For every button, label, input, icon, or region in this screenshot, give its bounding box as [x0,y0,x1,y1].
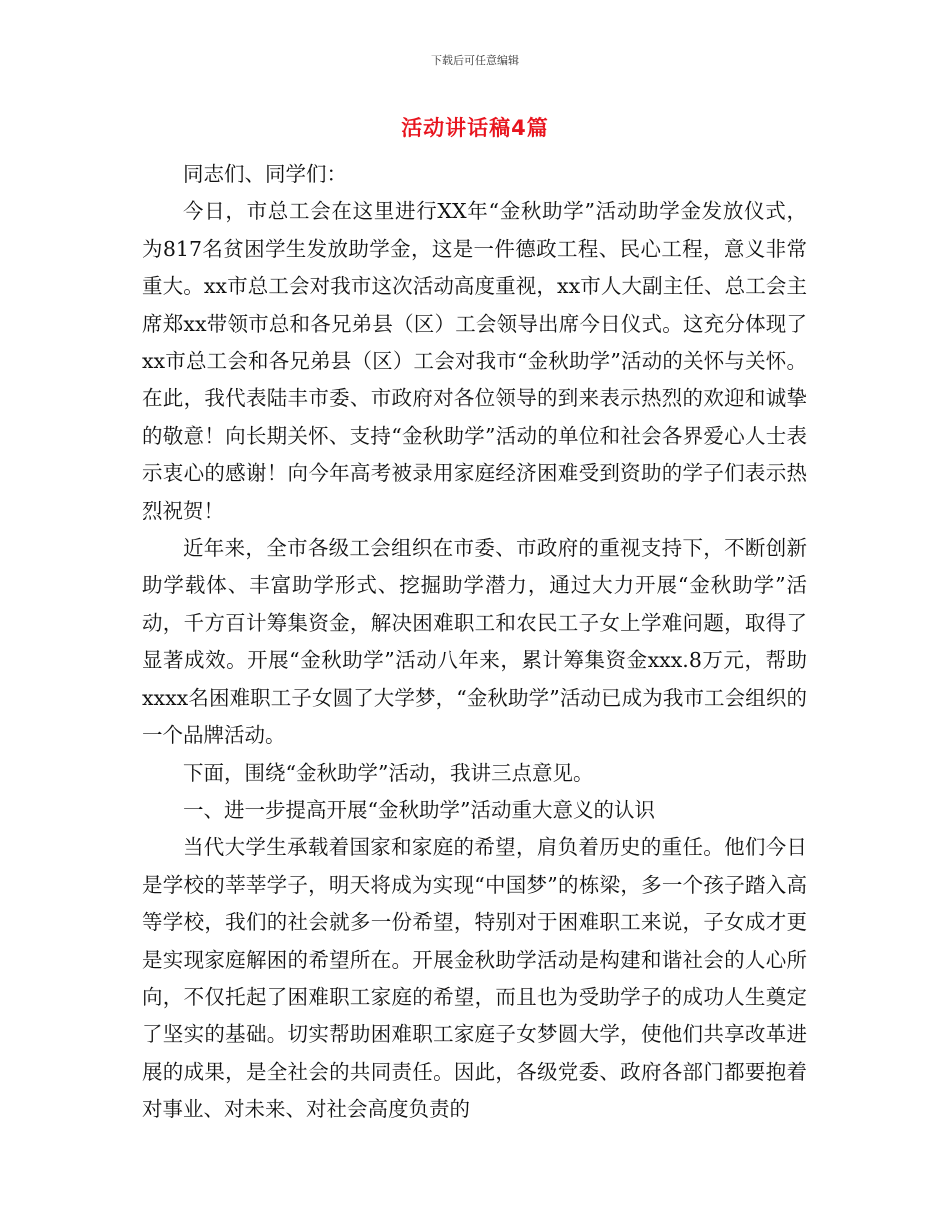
paragraph-3: 下面，围绕“金秋助学”活动，我讲三点意见。 [183,760,594,785]
document-body [142,156,807,1129]
header-note: 下载后可任意编辑 [431,54,519,67]
document-title: 活动讲话稿4篇 [401,116,549,140]
greeting: 同志们、同学们： [183,162,347,186]
paragraph-1: 今日，市总工会在这里进行XX年“金秋助学”活动助学金发放仪式，为817名贫困学生发放助学金，这是一件德政工程、民心工程，意义非常重大。xx市总工会对我市这次活动高度重视，xx市人大副主任、总工会主席郑xx带领市总和各兄弟县（区）工会领导出席今日仪式。这充分体现了xx市总工会和各兄弟县（区）工会对我市“金秋助学”活动的关怀与关怀。在此，我代表陆丰市委、市政府对各位领导的到来表示热烈的欢迎和诚挚的敬意！向长期关怀、支持“金秋助学”活动的单位和社会各界爱心人士表示衷心的感谢！向今年高考被录用家庭经济困难受到资助的学子们表示热烈祝贺！ [142,199,807,523]
paragraph-2: 近年来，全市各级工会组织在市委、市政府的重视支持下，不断创新助学载体、丰富助学形式、挖掘助学潜力，通过大力开展“金秋助学”活动，千方百计筹集资金，解决困难职工和农民工子女上学难问题，取得了显著成效。开展“金秋助学”活动八年来，累计筹集资金xxx.8万元，帮助xxxx名困难职工子女圆了大学梦，“金秋助学”活动已成为我市工会组织的一个品牌活动。 [142,536,807,748]
section-heading-1: 一、进一步提高开展“金秋助学”活动重大意义的认识 [183,797,655,822]
paragraph-4: 当代大学生承载着国家和家庭的希望，肩负着历史的重任。他们今日是学校的莘莘学子，明天将成为实现“中国梦”的栋梁，多一个孩子踏入高等学校，我们的社会就多一份希望，特别对于困难职工来说，子女成才更是实现家庭解困的希望所在。开展金秋助学活动是构建和谐社会的人心所向，不仅托起了困难职工家庭的希望，而且也为受助学子的成功人生奠定了坚实的基础。切实帮助困难职工家庭子女梦圆大学，使他们共享改革进展的成果，是全社会的共同责任。因此，各级党委、政府各部门都要抱着对事业、对未来、对社会高度负责的 [142,835,807,1122]
